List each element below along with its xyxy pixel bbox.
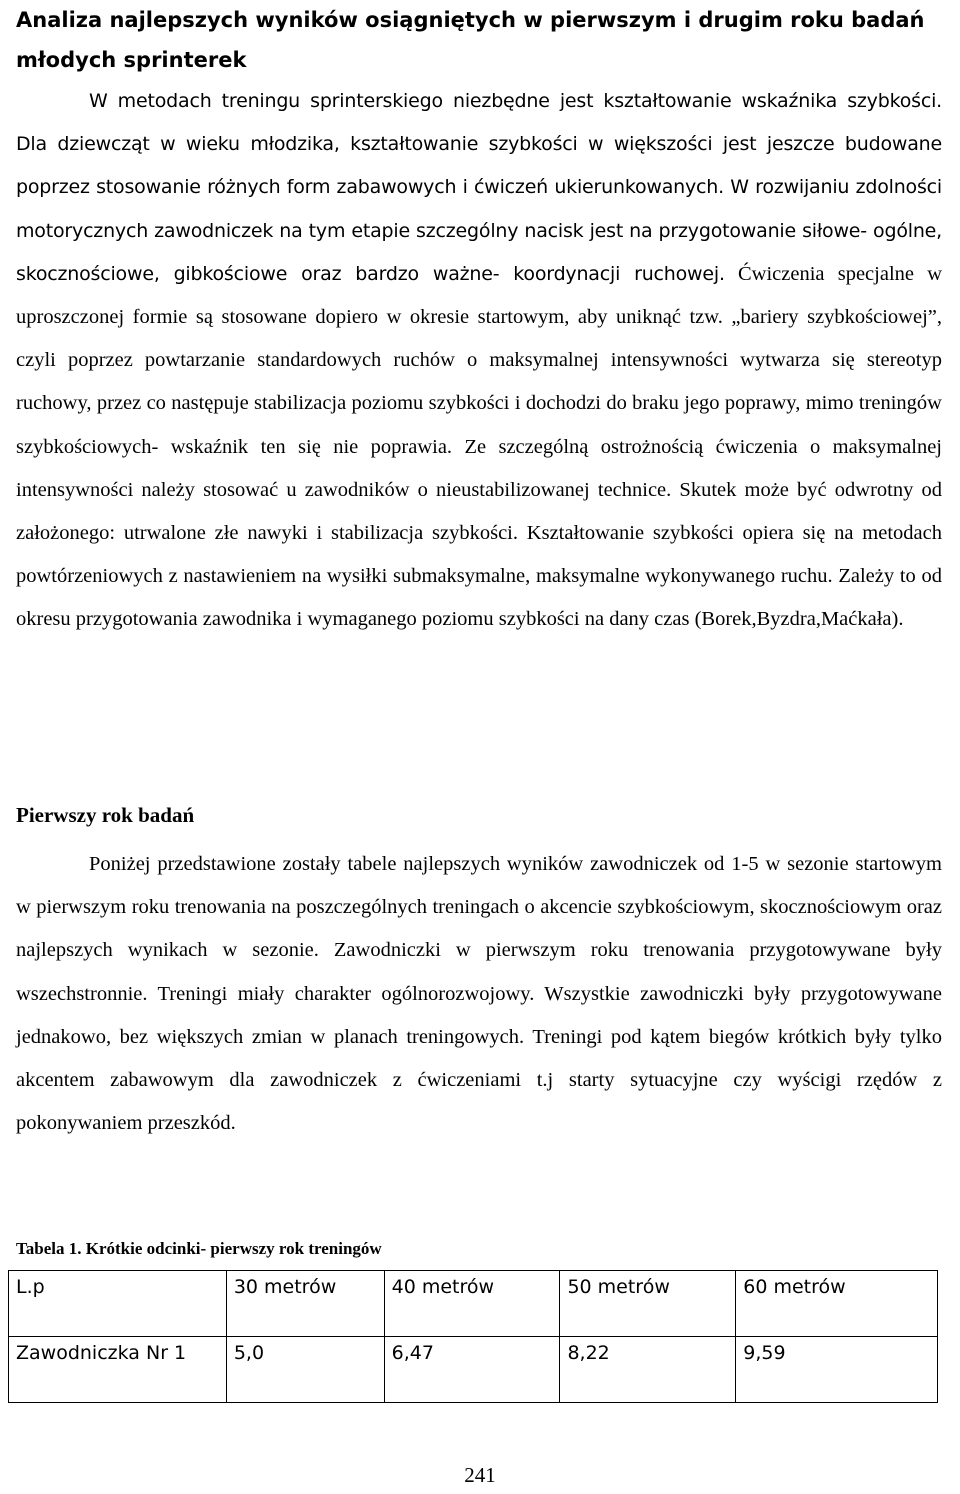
table-cell: 6,47 bbox=[384, 1337, 560, 1403]
table-header-row bbox=[9, 1271, 938, 1337]
intro-paragraph-sans-part: W metodach treningu sprinterskiego niezbędne jest kształtowanie wskaźnika szybkości. Dla dziewcząt w wieku młodzika, kształtowanie szybkości w większości jest jeszcze budowane poprzez stosowanie różnych form zabawowych i ćwiczeń ukierunkowanych. W rozwijaniu zdolności motorycznych zawodniczek na tym etapie szczególny nacisk jest na przygotowanie siłowe- ogólne, skocznościowe, gibkościowe oraz bardzo ważne- koordynacji ruchowej. bbox=[16, 90, 942, 285]
document-title: Analiza najlepszych wyników osiągniętych w pierwszym i drugim roku badań młodych sprinterek bbox=[16, 8, 925, 72]
table-row bbox=[9, 1337, 938, 1403]
results-table bbox=[8, 1270, 938, 1403]
table-header-cell: 60 metrów bbox=[736, 1271, 938, 1337]
section-heading: Pierwszy rok badań bbox=[16, 803, 195, 827]
page-number: 241 bbox=[464, 1463, 496, 1487]
table-header-cell: 30 metrów bbox=[226, 1271, 384, 1337]
section-paragraph: Poniżej przedstawione zostały tabele najlepszych wyników zawodniczek od 1-5 w sezonie startowym w pierwszym roku trenowania na poszczególnych treningach o akcencie szybkościowym, skocznościowym oraz najlepszych wynikach w sezonie. Zawodniczki w pierwszym roku trenowania przygotowywane były wszechstronnie. Treningi miały charakter ogólnorozwojowy. Wszystkie zawodniczki były przygotowywane jednakowo, bez większych zmian w planach treningowych. Treningi pod kątem biegów krótkich były tylko akcentem zabawowym dla zawodniczek z ćwiczeniami t.j starty sytuacyjne czy wyścigi rzędów z pokonywaniem przeszkód. bbox=[16, 853, 942, 1135]
table-header-cell: 40 metrów bbox=[384, 1271, 560, 1337]
table-header-cell: 50 metrów bbox=[560, 1271, 736, 1337]
table-cell: 8,22 bbox=[560, 1337, 736, 1403]
intro-paragraph bbox=[16, 80, 942, 642]
table-header-cell: L.p bbox=[9, 1271, 227, 1337]
table-caption: Tabela 1. Krótkie odcinki- pierwszy rok treningów bbox=[16, 1239, 382, 1258]
intro-paragraph-serif-part: Ćwiczenia specjalne w uproszczonej formie są stosowane dopiero w okresie startowym, aby uniknąć tzw. „bariery szybkościowej”, czyli poprzez powtarzanie standardowych ruchów o maksymalnej intensywności wytwarza się stereotyp ruchowy, przez co następuje stabilizacja poziomu szybkości i dochodzi do braku jego poprawy, mimo treningów szybkościowych- wskaźnik ten się nie poprawia. Ze szczególną ostrożnością ćwiczenia o maksymalnej intensywności należy stosować u zawodników o nieustabilizowanej technice. Skutek może być odwrotny od założonego: utrwalone złe nawyki i stabilizacja szybkości. Kształtowanie szybkości opiera się na metodach powtórzeniowych z nastawieniem na wysiłki submaksymalne, maksymalne wykonywanego ruchu. Zależy to od okresu przygotowania zawodnika i wymaganego poziomu szybkości na dany czas (Borek,Byzdra,Maćkała). bbox=[16, 262, 942, 631]
table-cell: 9,59 bbox=[736, 1337, 938, 1403]
table-cell: Zawodniczka Nr 1 bbox=[9, 1337, 227, 1403]
table-cell: 5,0 bbox=[226, 1337, 384, 1403]
